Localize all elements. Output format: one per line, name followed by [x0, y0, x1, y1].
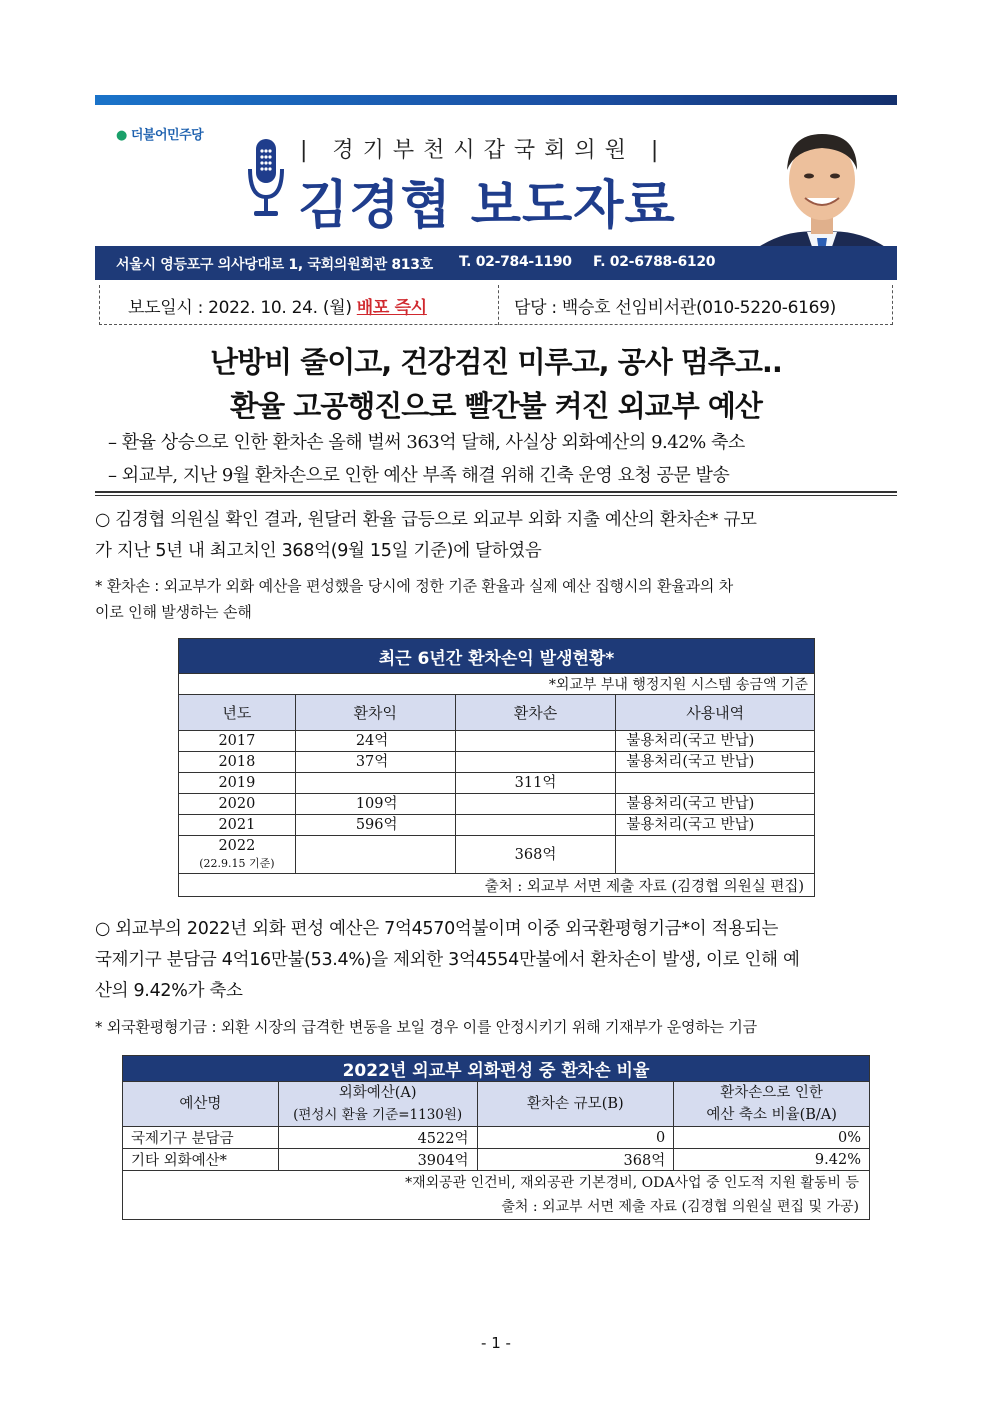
column-header: 환차손 규모(B): [477, 1082, 674, 1127]
table-footnote-source: *재외공관 인건비, 재외공관 기본경비, ODA사업 중 인도적 지원 활동비 등 출처 : 외교부 서면 제출 자료 (김경협 의원실 편집 및 가공): [123, 1171, 870, 1220]
table-row: 2020 109억 불용처리(국고 반납): [179, 794, 815, 815]
column-header: 환차손으로 인한 예산 축소 비율(B/A): [674, 1082, 870, 1127]
header-subtitle: | 경기부천시갑국회의원 |: [300, 138, 668, 163]
footnote-1: * 환차손 : 외교부가 외화 예산을 편성했을 당시에 정한 기준 환율과 실제 예산 집행시의 환율과의 차 이로 인해 발생하는 손해: [95, 577, 733, 621]
column-header: 환차손: [455, 695, 616, 731]
table-row: 2018 37억 불용처리(국고 반납): [179, 752, 815, 773]
divider-line: [95, 491, 897, 496]
column-header: 외화예산(A) (편성시 환율 기준=1130원): [278, 1082, 477, 1127]
release-date: 보도일시 : 2022. 10. 24. (월) 배포 즉시: [128, 298, 427, 318]
header-top-bar: [95, 95, 897, 105]
table-basis: *외교부 부내 행정지원 시스템 송금액 기준: [179, 674, 815, 695]
footnote-2: * 외국환평형기금 : 외환 시장의 급격한 변동을 보일 경우 이를 안정시키기 위해 기재부가 운영하는 기금: [95, 1018, 758, 1036]
table-row: 2022 (22.9.15 기준) 368억: [179, 836, 815, 874]
release-status: 배포 즉시: [356, 298, 427, 318]
table-row: 2019 311억: [179, 773, 815, 794]
column-header: 예산명: [123, 1082, 279, 1127]
microphone-icon: [246, 137, 286, 223]
table-row: 2021 596억 불용처리(국고 반납): [179, 815, 815, 836]
subheadline-1: – 환율 상승으로 인한 환차손 올해 벌써 363억 달해, 사실상 외화예산의 9.42% 축소: [108, 432, 745, 453]
table-row: 국제기구 분담금 4522억 0 0%: [123, 1127, 870, 1149]
subheadline-2: – 외교부, 지난 9월 환차손으로 인한 예산 부족 해결 위해 긴축 운영 요청 공문 발송: [108, 465, 730, 486]
party-logo: ● 더불어민주당: [116, 128, 204, 143]
table-row: 기타 외화예산* 3904억 368억 9.42%: [123, 1149, 870, 1171]
table-caption: 2022년 외교부 외화편성 중 환차손 비율: [123, 1056, 870, 1082]
column-header: 환차익: [295, 695, 455, 731]
release-info-box: [99, 285, 893, 325]
contact-info: 담당 : 백승호 선임비서관(010-5220-6169): [514, 298, 836, 318]
address-bar: [95, 246, 897, 280]
column-header: 사용내역: [616, 695, 815, 731]
table-caption: 최근 6년간 환차손익 발생현황*: [179, 639, 815, 674]
fx-budget-ratio-table: [122, 1055, 870, 1220]
headline-1: 난방비 줄이고, 건강검진 미루고, 공사 멈추고..: [210, 345, 782, 379]
paragraph-2: ○ 외교부의 2022년 외화 편성 예산은 7억4570억불이며 이중 외국환평형기금*이 적용되는 국제기구 분담금 4억16만불(53.4%)을 제외한 3억4554만불에서 환차손이 발생, 이로 인해 예 산의 9.42%가 축소: [95, 919, 800, 1001]
page-number: - 1 -: [481, 1334, 511, 1352]
paragraph-1: ○ 김경협 의원실 확인 결과, 원달러 환율 급등으로 외교부 외화 지출 예산의 환차손* 규모 가 지난 5년 내 최고치인 368억(9월 15일 기준)에 달하였음: [95, 510, 757, 561]
column-header: 년도: [179, 695, 296, 731]
table-row: 2017 24억 불용처리(국고 반납): [179, 731, 815, 752]
office-fax: F. 02-6788-6120: [593, 254, 716, 270]
table-source: 출처 : 외교부 서면 제출 자료 (김경협 의원실 편집): [179, 874, 815, 897]
headline-2: 환율 고공행진으로 빨간불 켜진 외교부 예산: [230, 389, 762, 423]
office-address: 서울시 영등포구 의사당대로 1, 국회의원회관 813호: [116, 257, 433, 273]
page-title: 김경협 보도자료: [298, 176, 676, 236]
fx-gain-loss-table: [178, 638, 815, 897]
office-tel: T. 02-784-1190: [459, 254, 572, 270]
